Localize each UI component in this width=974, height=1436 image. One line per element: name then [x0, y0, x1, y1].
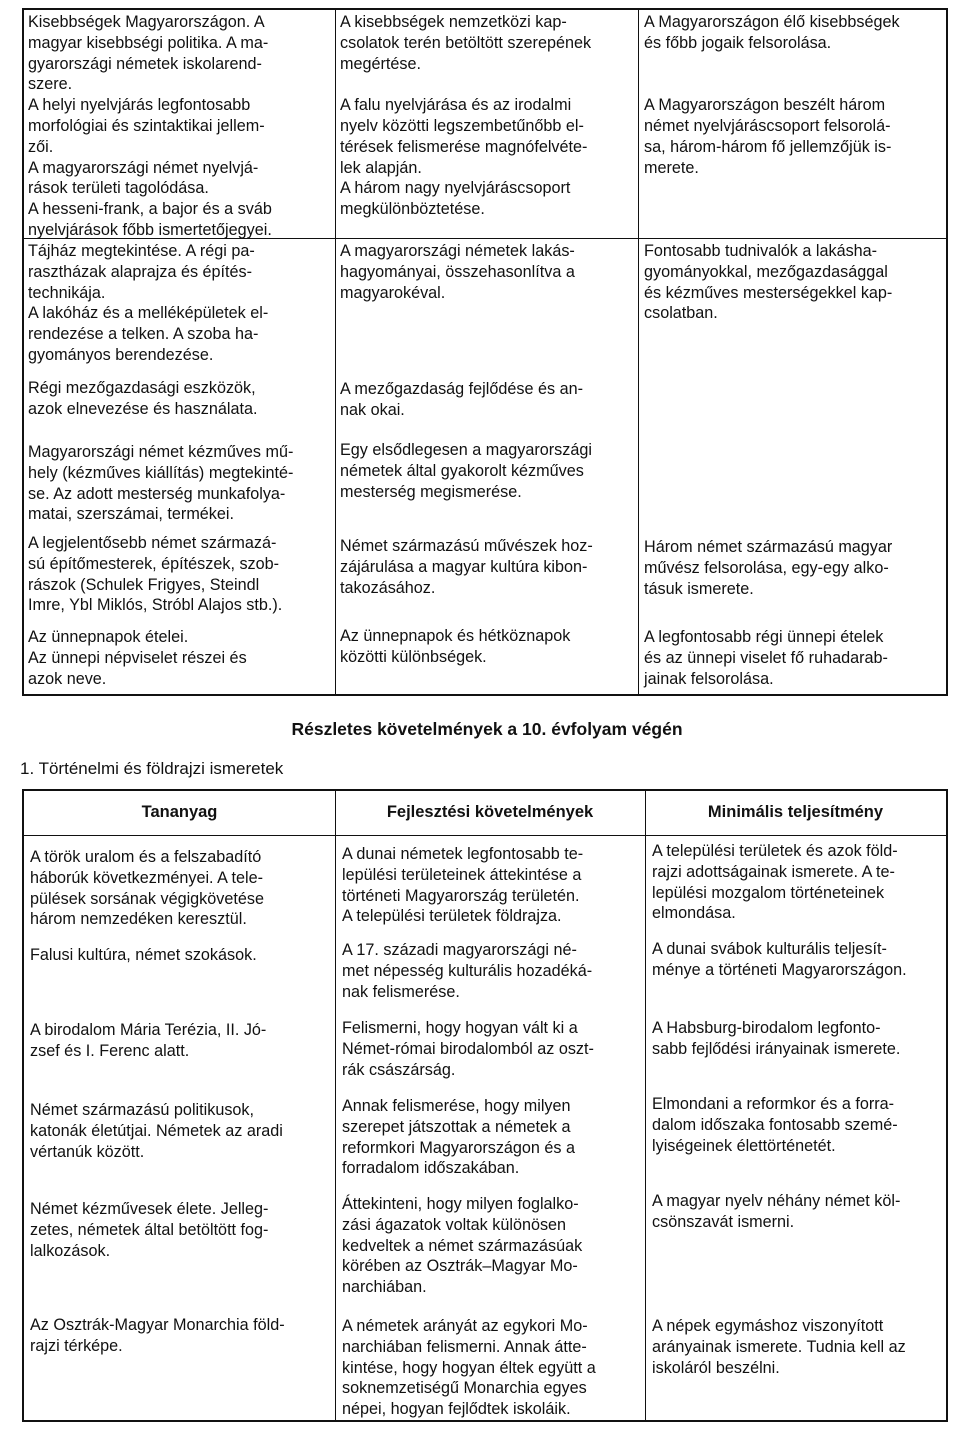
table-cell: A legjelentősebb német származá- sú építőmesterek, építészek, szob- rászok (Schulek Frigyes, Steindl Imre, Ybl Miklós, Stróbl Alajos stb.). [28, 534, 283, 615]
table-cell: Felismerni, hogy hogyan vált ki a Német-római birodalomból az oszt- rák császárság. [342, 1019, 594, 1079]
header-divider [24, 835, 946, 836]
curriculum-table-continued [22, 8, 948, 696]
table-cell: Falusi kultúra, német szokások. [30, 946, 257, 964]
table-cell: Német származású politikusok, katonák életútjai. Németek az aradi vértanúk között. [30, 1101, 283, 1161]
table-cell: Régi mezőgazdasági eszközök, azok elnevezése és használata. [28, 379, 258, 418]
table-cell: Három német származású magyar művész felsorolása, egy-egy alko- tásuk ismerete. [644, 538, 893, 598]
table-cell: Az Osztrák-Magyar Monarchia föld- rajzi térképe. [30, 1316, 285, 1355]
table-cell: A települési területek és azok föld- rajzi adottságainak ismerete. A te- lepülési mozgalom történeteinek elmondása. [652, 842, 898, 923]
table-cell: A Habsburg-birodalom legfonto- sabb fejlődési irányainak ismerete. [652, 1019, 901, 1058]
table-cell: Annak felismerése, hogy milyen szerepet játszottak a németek a reformkori Magyarországon és a forradalom időszakában. [342, 1097, 576, 1178]
column-header-tananyag: Tananyag [141, 803, 218, 821]
column-header-minimalis: Minimális teljesítmény [707, 803, 884, 821]
table-cell: Magyarországi német kézműves mű- hely (kézműves kiállítás) megtekinté- se. Az adott mesterség munkafolya- matai, szerszámai, termékei. [28, 443, 294, 524]
table-cell: Német származású művészek hoz- zájárulása a magyar kultúra kibon- takozásához. [340, 537, 593, 597]
table-cell: A birodalom Mária Terézia, II. Jó- zsef és I. Ferenc alatt. [30, 1021, 267, 1060]
table-cell: A magyarországi németek lakás- hagyományai, összehasonlítva a magyarokéval. [340, 242, 575, 302]
table-cell: A dunai svábok kulturális teljesít- ménye a történeti Magyarországon. [652, 940, 907, 979]
column-header-fejlesztesi: Fejlesztési követelmények [386, 803, 594, 821]
column-divider [335, 791, 336, 1420]
column-divider [638, 10, 639, 694]
table-cell: A dunai németek legfontosabb te- lepülési területeinek áttekintése a történeti Magyarország területén. A települési területek földrajza. [342, 845, 584, 926]
table-cell: Tájház megtekintése. A régi pa- rasztházak alaprajza és építés- technikája. A lakóház és a melléképületek el- rendezése a telken. A szoba ha- gyományos berendezése. [28, 242, 269, 364]
section-subtitle: 1. Történelmi és földrajzi ismeretek [20, 759, 284, 778]
table-cell: A 17. századi magyarországi né- met népesség kulturális hozadéká- nak felismerése. [342, 941, 593, 1001]
table-cell: A mezőgazdaság fejlődése és an- nak okai. [340, 380, 583, 419]
column-divider [335, 10, 336, 694]
table-cell: Az ünnepnapok ételei. Az ünnepi népviselet részei és azok neve. [28, 628, 247, 688]
table-cell: Elmondani a reformkor és a forra- dalom időszaka fontosabb szemé- lyiségeinek élettörténetét. [652, 1095, 898, 1155]
table-cell: A török uralom és a felszabadító háborúk következményei. A tele- pülések sorsának végigkövetése három nemzedéken keresztül. [30, 848, 264, 929]
table-cell: A legfontosabb régi ünnepi ételek és az ünnepi viselet fő ruhadarab- jainak felsorolása. [644, 628, 888, 688]
table-cell: Egy elsődlegesen a magyarországi németek által gyakorolt kézműves mesterség megismerése. [340, 441, 592, 501]
column-divider [645, 791, 646, 1420]
requirements-table [22, 789, 948, 1422]
table-cell: A kisebbségek nemzetközi kap- csolatok terén betöltött szerepének megértése. A falu nyelvjárása és az irodalmi nyelv közötti legszembetűnőbb el- térések felismerése magnófelvéte- lek alapján. A három nagy nyelvjáráscsoport megkülönböztetése. [340, 13, 592, 219]
table-cell: A Magyarországon élő kisebbségek és főbb jogaik felsorolása. A Magyarországon beszélt három német nyelvjáráscsoport felsorolá- sa, három-három fő jellemzőjük is- merete. [644, 13, 900, 177]
table-cell: Fontosabb tudnivalók a lakásha- gyományokkal, mezőgazdasággal és kézműves mesterségekkel kap- csolatban. [644, 242, 893, 323]
table-cell: A magyar nyelv néhány német köl- csönszavát ismerni. [652, 1192, 901, 1231]
table-cell: Német kézművesek élete. Jelleg- zetes, németek által betöltött fog- lalkozások. [30, 1200, 269, 1260]
table-cell: Áttekinteni, hogy milyen foglalko- zási ágazatok voltak különösen kedveltek a német származásúak körében az Osztrák–Magyar Mo- narchiában. [342, 1195, 583, 1297]
section-title: Részletes követelmények a 10. évfolyam végén [291, 719, 683, 739]
table-cell: A németek arányát az egykori Mo- narchiában felismerni. Annak átte- kintése, hogy hogyan éltek együtt a soknemzetiségű Monarchia egyes népei, hogyan fejlődtek iskoláik. [342, 1317, 596, 1419]
table-cell: Az ünnepnapok és hétköznapok közötti különbségek. [340, 627, 571, 666]
table-cell: Kisebbségek Magyarországon. A magyar kisebbségi politika. A ma- gyarországi németek iskolarend- szere. A helyi nyelvjárás legfontosabb morfológiai és szintaktikai jellem- zői. A magyarországi német nyelvjá- rások területi tagolódása. A hesseni-frank, a bajor és a sváb nyelvjárások főbb ismertetőjegyei. [28, 13, 272, 239]
table-cell: A népek egymáshoz viszonyított arányainak ismerete. Tudnia kell az iskoláról beszélni. [652, 1317, 906, 1377]
